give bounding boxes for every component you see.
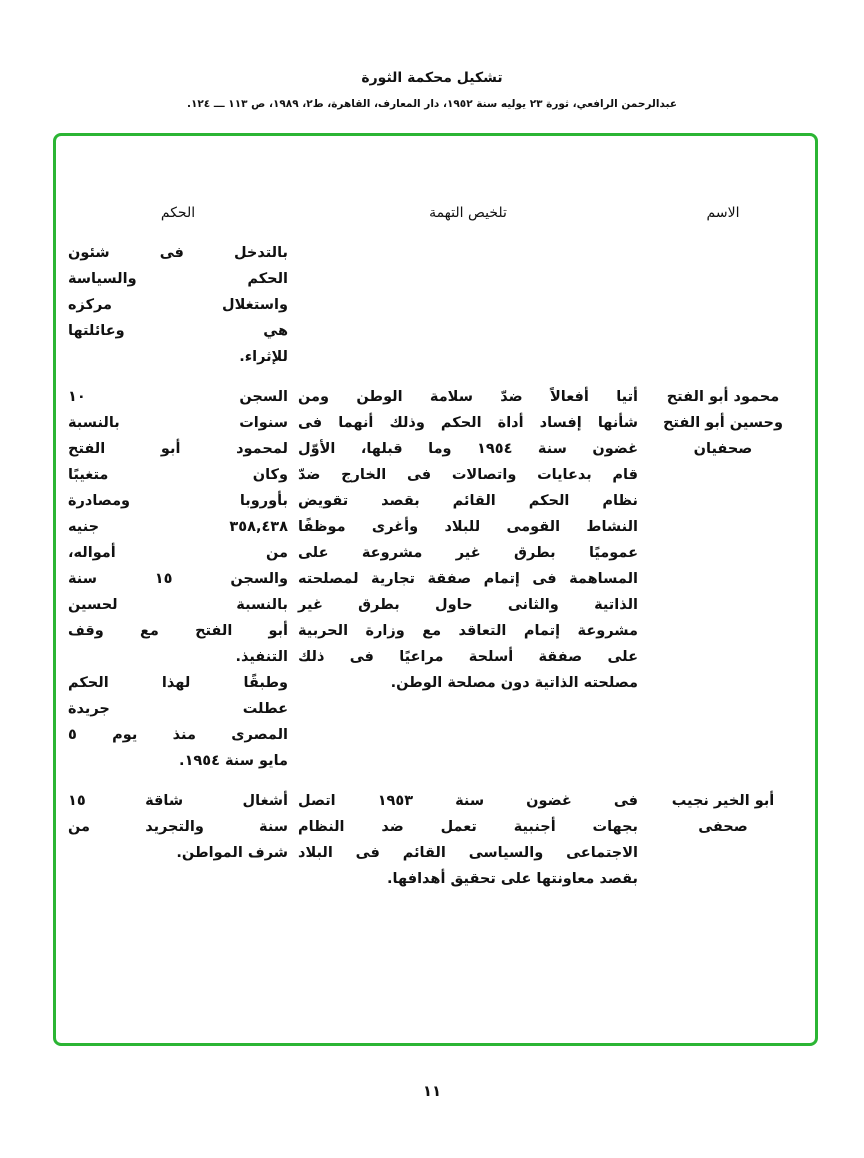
text-line: غضون سنة ١٩٥٤ وما قبلها، الأوّل	[298, 441, 638, 457]
text-line: المصرى منذ يوم ٥	[68, 727, 288, 743]
text-line: بالنسبة لحسين	[68, 597, 288, 613]
text-line: نظام الحكم القائم بقصد تقويض	[298, 493, 638, 509]
text-line: أبو الخير نجيب	[671, 793, 775, 809]
text-line: ٣٥٨,٤٣٨ جنيه	[68, 519, 288, 535]
text-line: التنفيذ.	[235, 649, 288, 665]
text-line: للإثراء.	[239, 349, 288, 365]
text-line: بأوروبا ومصادرة	[68, 493, 288, 509]
text-line: بالتدخل فى شئون	[68, 245, 288, 261]
text-line: بقصد معاونتها على تحقيق أهدافها.	[387, 871, 638, 887]
row-1-verdict	[68, 240, 288, 370]
row-1-charge	[298, 240, 638, 370]
text-line: وحسين أبو الفتح	[662, 415, 783, 431]
header-verdict: الحكم	[160, 205, 196, 221]
header-charge: تلخيص التهمة	[429, 205, 507, 221]
page-number: ١١	[422, 1082, 442, 1100]
text-line: الاجتماعى والسياسى القائم فى البلاد	[298, 845, 638, 861]
row-3-name	[648, 788, 798, 892]
text-line: على صفقة أسلحة مراعيًا فى ذلك	[298, 649, 638, 665]
text-line: صحفى	[698, 819, 748, 835]
text-line: الحكم والسياسة	[68, 271, 288, 287]
text-line: الذاتية والثانى حاول بطرق غير	[298, 597, 638, 613]
row-2-name	[648, 384, 798, 774]
text-line: صحفيان	[693, 441, 753, 457]
text-line: هي وعائلتها	[68, 323, 288, 339]
text-line: سنوات بالنسبة	[68, 415, 288, 431]
row-1-name	[648, 240, 798, 370]
text-line: واستغلال مركزه	[68, 297, 288, 313]
text-line: بجهات أجنبية تعمل ضد النظام	[298, 819, 638, 835]
text-line: مشروعة إتمام التعاقد مع وزارة الحربية	[298, 623, 638, 639]
text-line: سنة والتجريد من	[68, 819, 288, 835]
text-line: شرف المواطن.	[176, 845, 288, 861]
text-line: قام بدعايات واتصالات فى الخارج ضدّ	[298, 467, 638, 483]
text-line: وطبقًا لهذا الحكم	[68, 675, 288, 691]
text-line: المساهمة فى إتمام صفقة تجارية لمصلحته	[298, 571, 638, 587]
text-line: فى غضون سنة ١٩٥٣ اتصل	[298, 793, 638, 809]
text-line: والسجن ١٥ سنة	[68, 571, 288, 587]
source-citation: عبدالرحمن الرافعي، ثورة ٢٣ يوليه سنة ١٩٥٢، دار المعارف، القاهرة، ط٢، ١٩٨٩، ص ١١٣ ـــ ١٢٤.	[186, 98, 677, 110]
tribunal-table	[68, 200, 798, 892]
text-line: أتيا أفعالاً ضدّ سلامة الوطن ومن	[298, 389, 638, 405]
text-line: السجن ١٠	[68, 389, 288, 405]
header-name: الاسم	[706, 205, 740, 221]
row-3-charge	[298, 788, 638, 892]
text-line: من أمواله،	[68, 545, 288, 561]
text-line: محمود أبو الفتح	[666, 389, 780, 405]
text-line: أبو الفتح مع وقف	[68, 623, 288, 639]
row-3-verdict	[68, 788, 288, 892]
text-line: عموميًا بطرق غير مشروعة على	[298, 545, 638, 561]
row-2-charge	[298, 384, 638, 774]
text-line: مايو سنة ١٩٥٤.	[179, 753, 288, 769]
text-line: وكان متغيبًا	[68, 467, 288, 483]
text-line: شأنها إفساد أداة الحكم وذلك أنهما فى	[298, 415, 638, 431]
text-line: عطلت جريدة	[68, 701, 288, 717]
page-title: تشكيل محكمة الثورة	[361, 70, 503, 86]
text-line: لمحمود أبو الفتح	[68, 441, 288, 457]
row-2-verdict	[68, 384, 288, 774]
text-line: أشغال شاقة ١٥	[68, 793, 288, 809]
text-line: مصلحته الذاتية دون مصلحة الوطن.	[390, 675, 638, 691]
text-line: النشاط القومى للبلاد وأغرى موظفًا	[298, 519, 638, 535]
